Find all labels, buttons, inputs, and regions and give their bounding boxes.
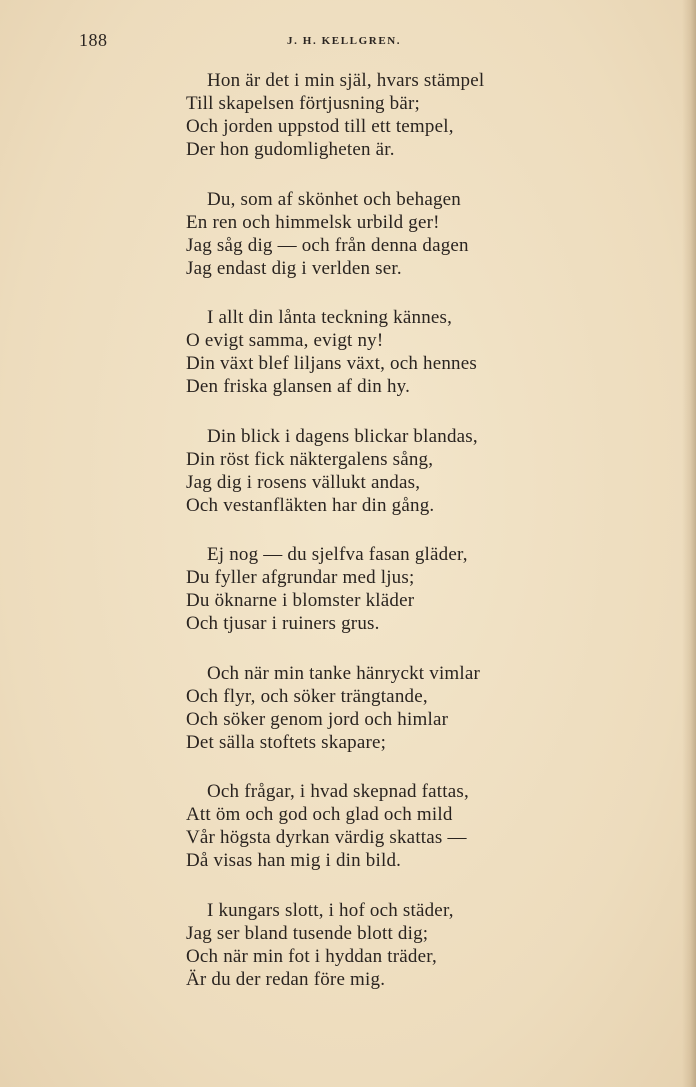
poem-line: Att öm och god och glad och mild	[186, 804, 453, 825]
poem	[186, 69, 586, 1017]
poem-line: Du, som af skönhet och behagen	[207, 188, 461, 210]
stanza	[186, 780, 586, 899]
poem-line: Och när min fot i hyddan träder,	[186, 945, 437, 967]
poem-line: O evigt samma, evigt ny!	[186, 330, 384, 351]
poem-line: Hon är det i min själ, hvars stämpel	[207, 70, 485, 91]
poem-line: Och när min tanke hänryckt vimlar	[207, 662, 481, 684]
poem-line: Till skapelsen förtjusning bär;	[186, 93, 421, 114]
stanza	[186, 662, 586, 781]
page-number: 188	[79, 30, 108, 50]
poem-line: Din blick i dagens blickar blandas,	[207, 425, 478, 447]
stanza	[186, 543, 586, 662]
stanza	[186, 69, 586, 188]
poem-line: Jag endast dig i verlden ser.	[186, 257, 402, 279]
poem-line: Du öknarne i blomster kläder	[186, 590, 415, 611]
stanza	[186, 306, 586, 425]
poem-line: Din röst fick näktergalens sång,	[186, 448, 434, 470]
poem-line: Den friska glansen af din hy.	[186, 376, 411, 397]
stanza	[186, 188, 586, 307]
poem-line: Och frågar, i hvad skepnad fattas,	[207, 781, 469, 802]
poem-line: Och tjusar i ruiners grus.	[186, 613, 380, 634]
poem-line: Din växt blef liljans växt, och hennes	[186, 353, 477, 374]
poem-line: Och vestanfläkten har din gång.	[186, 494, 435, 516]
poem-line: I allt din lånta teckning kännes,	[207, 307, 453, 328]
poem-line: Då visas han mig i din bild.	[186, 850, 402, 871]
page-edge-shadow	[682, 0, 696, 1087]
page-header	[0, 30, 696, 54]
poem-line: Det sälla stoftets skapare;	[186, 731, 387, 753]
poem-line: I kungars slott, i hof och städer,	[207, 899, 454, 921]
poem-line: Du fyller afgrundar med ljus;	[186, 567, 415, 588]
poem-line: Ej nog — du sjelfva fasan gläder,	[207, 544, 468, 565]
poem-line: Och flyr, och söker trängtande,	[186, 685, 428, 707]
poem-line: Jag såg dig — och från denna dagen	[186, 234, 469, 256]
running-head: J. H. KELLGREN.	[287, 35, 402, 47]
poem-line: Vår högsta dyrkan värdig skattas —	[186, 827, 467, 848]
poem-line: Är du der redan före mig.	[186, 968, 386, 990]
poem-line: Der hon gudomligheten är.	[186, 139, 395, 160]
poem-line: Och söker genom jord och himlar	[186, 708, 449, 730]
poem-line: En ren och himmelsk urbild ger!	[186, 211, 440, 233]
poem-line: Och jorden uppstod till ett tempel,	[186, 116, 454, 137]
stanza	[186, 899, 586, 1018]
poem-line: Jag ser bland tusende blott dig;	[186, 922, 429, 944]
poem-line: Jag dig i rosens vällukt andas,	[186, 471, 421, 493]
stanza	[186, 425, 586, 544]
